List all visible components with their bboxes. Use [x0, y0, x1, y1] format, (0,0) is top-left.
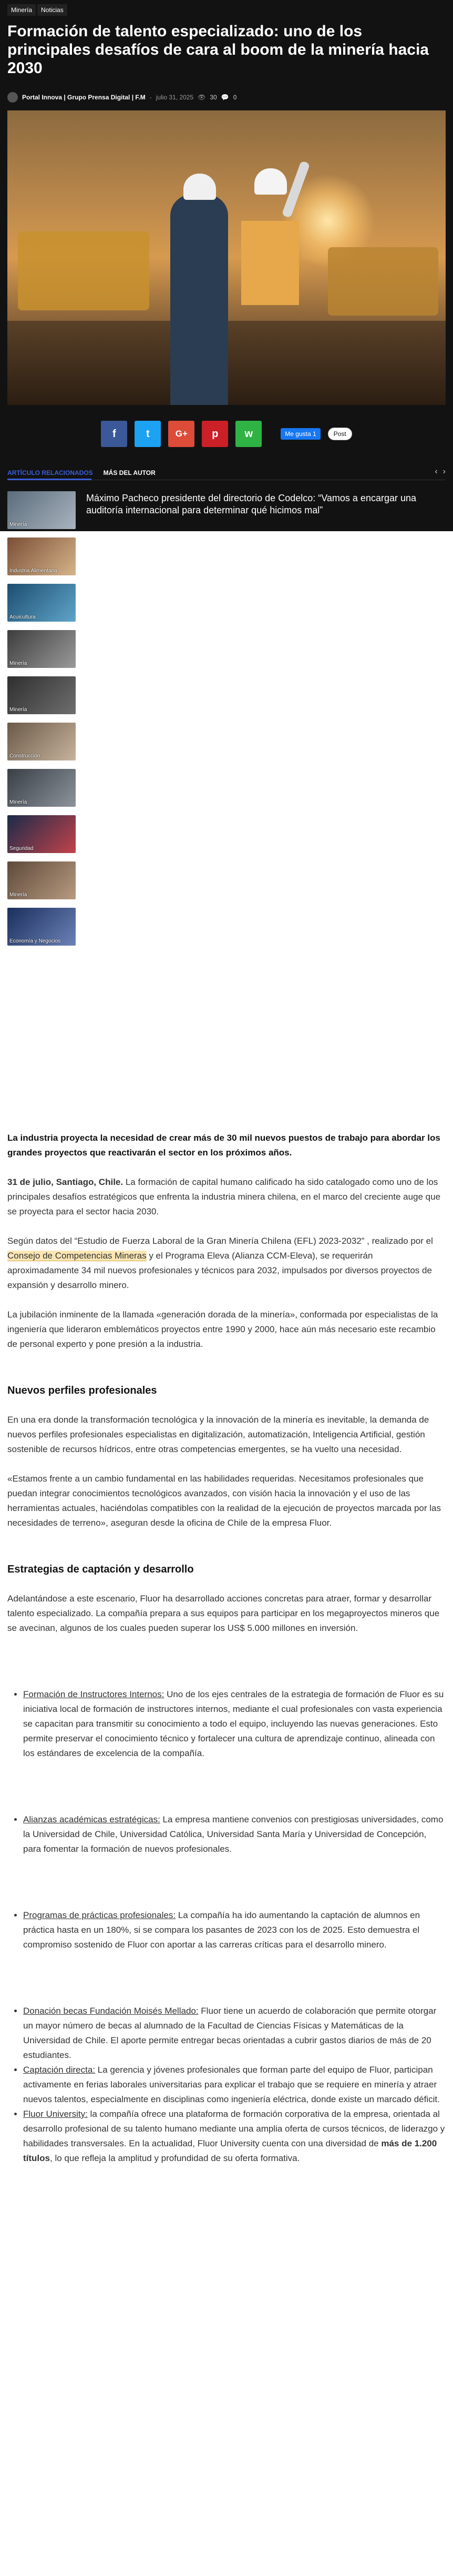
- list-item[interactable]: [7, 577, 446, 624]
- eye-icon: 👁: [198, 94, 206, 101]
- worker-left: [170, 195, 228, 405]
- list-item[interactable]: [7, 531, 446, 577]
- list-item[interactable]: [7, 809, 446, 855]
- whatsapp-share-button[interactable]: w: [235, 421, 262, 447]
- list-item[interactable]: [7, 624, 446, 670]
- section-heading-estrategias: Estrategias de captación y desarrollo: [7, 1564, 194, 1575]
- paragraph: La jubilación inminente de la llamada «generación dorada de la minería», conformada por especialistas de la ingeniería que lideraron emblemáticos proyectos entre 1990 y 2000, hace aún más necesario este recambio de personal experto y pone presión a la industria.: [7, 1310, 438, 1349]
- list-item: • Formación de Instructores Internos: Uno de los ejes centrales de la estrategia de formación de Fluor es su iniciativa local de formación de instructores internos, mediante el cual profesionales con vasta experiencia se capacitan para transmitir su conocimiento a todo el equipo, incluyendo las nuevas generaciones. Esto permite preservar el conocimiento técnico y fortalecer una cultura de aprendizaje continuo, alineada con los estándares de excelencia de la compañía.: [23, 1687, 446, 1761]
- chevron-right-icon[interactable]: ›: [442, 467, 446, 476]
- consejo-link[interactable]: Consejo de Competencias Mineras: [7, 1251, 147, 1261]
- category-tag-mineria[interactable]: Minería: [7, 4, 36, 16]
- related-thumbnail[interactable]: Acuicultura: [7, 584, 76, 622]
- article-body: [0, 1131, 453, 2181]
- article-lead: La industria proyecta la necesidad de crear más de 30 mil nuevos puestos de trabajo para abordar los grandes proyectos que reactivarán el sector en los próximos años.: [7, 1133, 440, 1158]
- excavator-right: [328, 247, 438, 316]
- featured-image: [7, 110, 446, 405]
- list-item[interactable]: [7, 901, 446, 948]
- paragraph: «Estamos frente a un cambio fundamental en las habilidades requeridas. Necesitamos profesionales que puedan integrar conocimientos tecnológicos avanzados, con visión hacia la innovación y el uso de las herramientas actuales, haciéndolas compatibles con la realidad de la ejecución de proyectos marcada por las necesidades de terreno», aseguran desde la oficina de Chile de la empresa Fluor.: [7, 1474, 441, 1528]
- related-thumbnail[interactable]: Construcción: [7, 723, 76, 760]
- x-post-button[interactable]: Post: [328, 428, 352, 440]
- related-nav: [435, 467, 446, 476]
- post-date: julio 31, 2025: [156, 94, 194, 101]
- google-plus-share-button[interactable]: G+: [168, 421, 194, 447]
- related-thumbnail[interactable]: Economía y Negocios: [7, 908, 76, 946]
- related-title[interactable]: A33 ya está en Hong Kong: Seguridad contra incendios con entrega global: [86, 817, 400, 827]
- page-title: Formación de talento especializado: uno de los principales desafíos de cara al boom de la minería hacia 2030: [7, 23, 429, 77]
- paragraph: Según datos del “Estudio de Fuerza Laboral de la Gran Minería Chilena (EFL) 2023-2032” , realizado por el Consejo de Competencias Mineras y el Programa Eleva (Alianza CCM-Eleva), se requerirán aproximadamente 34 mil nuevos profesionales y técnicos para 2032, impulsados por diversos proyectos de expansión y desarrollo minero.: [7, 1236, 433, 1290]
- list-item: • Donación becas Fundación Moisés Mellado: Fluor tiene un acuerdo de colaboración que permite otorgar un mayor número de becas al alumnado de la Facultad de Ciencias Físicas y Matemáticas de la Universidad de Chile. El aporte permite entregar becas orientadas a cubrir gastos diarios de más de 20 estudiantes.: [23, 2004, 446, 2063]
- related-title[interactable]: Calendario de fechas para postular a subsidios en el 2° semestre: [86, 724, 360, 735]
- facebook-share-button[interactable]: f: [101, 421, 127, 447]
- related-title[interactable]: Innova Food Trade trae soluciones de packaging sustentables e innovadoras a Espacio Food Service 2025: [86, 539, 417, 562]
- meta-separator: -: [149, 94, 152, 101]
- paragraph: En una era donde la transformación tecnológica y la innovación de la minería es inevitable, la demanda de nuevos perfiles profesionales especialistas en digitalización, automatización, Inteligencia Artificial, gestión sostenible de recursos hídricos, entre otras competencias emergentes, se ha vuelto una necesidad.: [7, 1415, 429, 1454]
- related-thumbnail[interactable]: Minería: [7, 861, 76, 899]
- chevron-left-icon[interactable]: ‹: [435, 467, 438, 476]
- worker-right: [239, 189, 302, 405]
- comment-icon[interactable]: 💬: [221, 94, 229, 101]
- author-avatar[interactable]: [7, 92, 18, 103]
- strategy-list: [23, 1908, 446, 1952]
- pinterest-share-button[interactable]: p: [202, 421, 228, 447]
- strategy-list: [23, 1687, 446, 1761]
- list-item: • Programas de prácticas profesionales: La compañía ha ido aumentando la captación de alumnos en práctica hasta en un 180%, si se compara los pasantes de 2023 con los de 2025. Esto demuestra el compromiso sostenido de Fluor con aportar a las carreras críticas para el desarrollo minero.: [23, 1908, 446, 1952]
- category-tags: [7, 4, 67, 16]
- article-header: [0, 0, 453, 944]
- tab-related[interactable]: ARTÍCULO RELACIONADOS: [7, 469, 93, 476]
- list-item[interactable]: [7, 485, 446, 531]
- related-title[interactable]: Laurence Golborne se suma al Consejo Internacional de apoyo a las labores de rescate en El Teniente: [86, 863, 421, 886]
- paragraph: 31 de julio, Santiago, Chile. La formación de capital humano calificado ha sido catalogado como uno de los principales desafíos estratégicos que enfrenta la industria minera chilena, en el marco del creciente auge que se proyecta para el sector hacia 2030.: [7, 1177, 441, 1216]
- paragraph: Adelantándose a este escenario, Fluor ha desarrollado acciones concretas para atraer, formar y desarrollar talento especializado. La compañía prepara a sus equipos para participar en los megaproyectos mineros que se avecinan, algunos de los cuales pueden superar los US$ 5.000 millones en inversión.: [7, 1594, 440, 1633]
- related-title[interactable]: La UF es un termómetro: [86, 909, 189, 920]
- comment-count[interactable]: 0: [233, 94, 237, 101]
- list-item: • Alianzas académicas estratégicas: La empresa mantiene convenios con prestigiosas universidades, como la Universidad de Chile, Universidad Católica, Universidad Santa María y Universidad de Concepción, para fomentar la formación de nuevos profesionales.: [23, 1812, 446, 1857]
- list-item[interactable]: [7, 855, 446, 901]
- related-title[interactable]: Innaqua Chile 2025 reunirá a líderes de la innovación acuícola de Europa y Latinoamérica: [86, 585, 402, 608]
- category-tag-noticias[interactable]: Noticias: [37, 4, 67, 16]
- author-name[interactable]: Portal Innova | Grupo Prensa Digital | F.M: [22, 94, 146, 101]
- related-thumbnail[interactable]: Industria Alimentaria: [7, 537, 76, 575]
- list-item[interactable]: [7, 670, 446, 716]
- related-thumbnail[interactable]: Seguridad: [7, 815, 76, 853]
- related-thumbnail[interactable]: Minería: [7, 491, 76, 529]
- related-thumbnail[interactable]: Minería: [7, 630, 76, 668]
- list-item[interactable]: [7, 763, 446, 809]
- tab-more-from-author[interactable]: MÁS DEL AUTOR: [103, 469, 156, 476]
- related-title[interactable]: Codelco suma a Laurence Golborne al Consejo Internacional de apoyo a las labores de rescate en El Teniente: [86, 770, 440, 793]
- list-item: • Fluor University: la compañía ofrece una plataforma de formación corporativa de la empresa, orientada al desarrollo profesional de su talento humano mediante una amplia oferta de cursos técnicos, de liderazgo y habilidades transversales. En la actualidad, Fluor University cuenta con una diversidad de más de 1.200 títulos, lo que refleja la amplitud y profundidad de su oferta formativa.: [23, 2107, 446, 2166]
- facebook-like-button[interactable]: Me gusta 1: [281, 428, 320, 440]
- related-tabs: [7, 469, 156, 476]
- view-count: 30: [210, 94, 217, 101]
- list-item[interactable]: [7, 716, 446, 763]
- related-title[interactable]: Codelco confirma hallazgo de cuatro de los mineros atrapados y mantiene operaciones de rescate en El Teniente: [86, 632, 398, 654]
- related-title[interactable]: Máximo Pacheco presidente del directorio de Codelco: “Vamos a encargar una auditoría internacional para determinar qué hicimos mal”: [86, 493, 417, 515]
- strategy-list: [23, 1812, 446, 1857]
- related-thumbnail[interactable]: Minería: [7, 676, 76, 714]
- related-articles-list: [7, 485, 446, 948]
- section-heading-perfiles: Nuevos perfiles profesionales: [7, 1385, 157, 1396]
- excavator-left: [18, 231, 149, 310]
- related-thumbnail[interactable]: Minería: [7, 769, 76, 807]
- post-meta: [7, 92, 236, 103]
- related-title[interactable]: Comunicado Codelco: [86, 678, 177, 688]
- dateline: 31 de julio, Santiago, Chile.: [7, 1177, 123, 1187]
- share-bar: [0, 421, 453, 447]
- twitter-share-button[interactable]: t: [135, 421, 161, 447]
- strategy-list: [23, 2004, 446, 2166]
- list-item: • Captación directa: La gerencia y jóvenes profesionales que forman parte del equipo de Fluor, participan activamente en ferias laborales universitarias para explicar el trabajo que se requiere en minería y atraer nuevos talentos, especialmente en disciplinas como ingeniería eléctrica, donde existe un marcado déficit.: [23, 2063, 446, 2107]
